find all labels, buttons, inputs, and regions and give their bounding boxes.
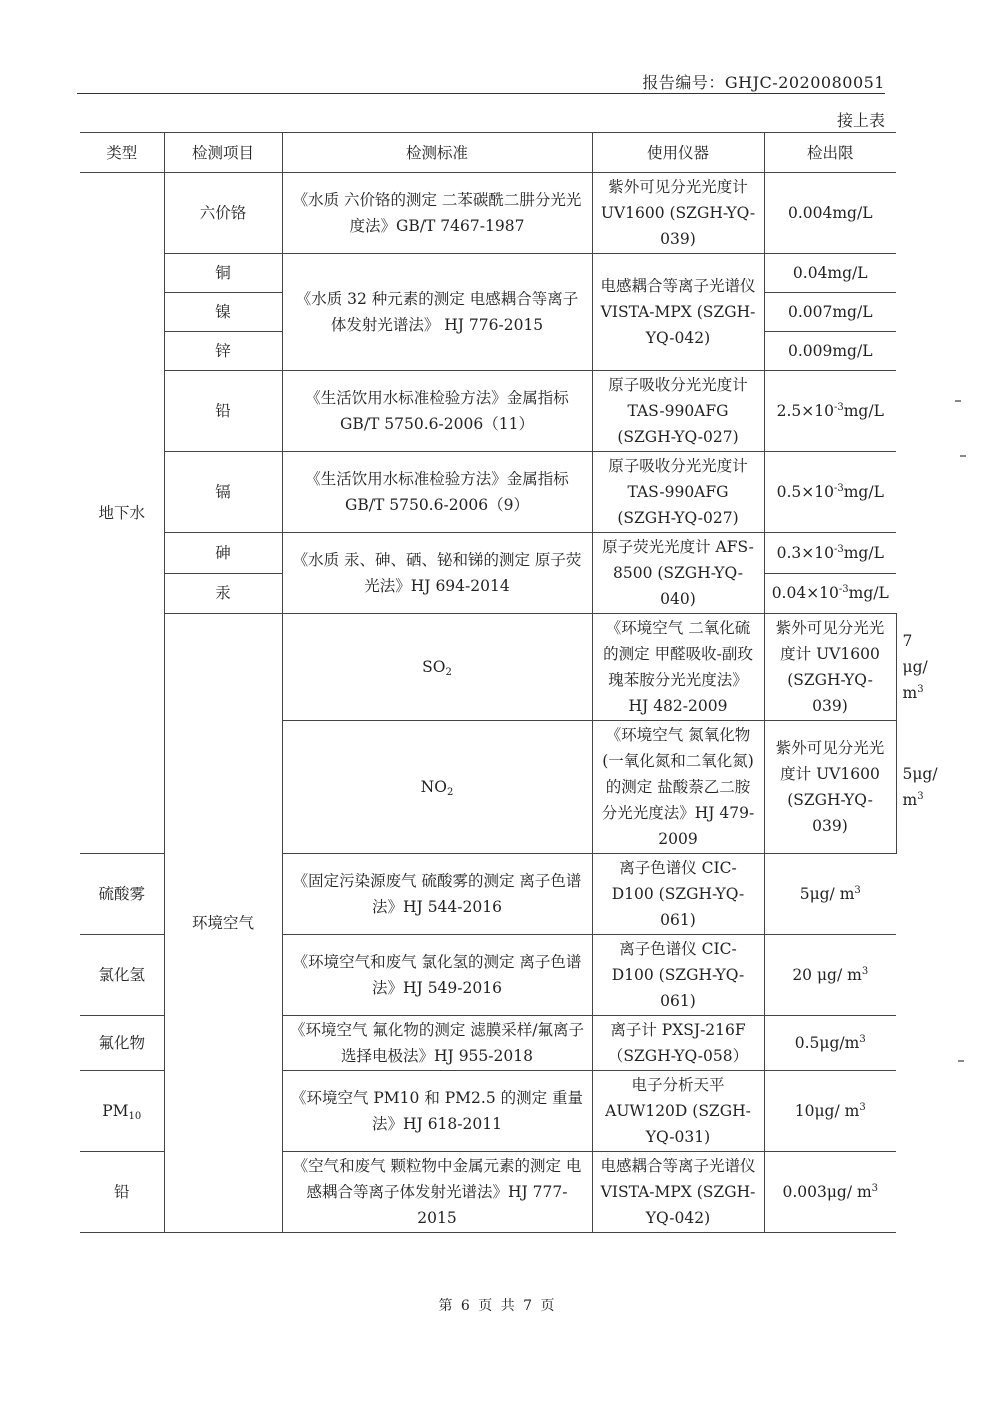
continued-label: 接上表 xyxy=(836,111,885,130)
page-number: 第 6 页 共 7 页 xyxy=(438,1298,555,1314)
standard-cell: 《环境空气 氟化物的测定 滤膜采样/氟离子选择电极法》HJ 955-2018 xyxy=(282,1016,592,1071)
limit-cell: $2.5\times 10^{-3}mg/L$ xyxy=(764,371,896,452)
instrument-cell: 紫外可见分光光度计 UV1600 (SZGH-YQ-039) xyxy=(764,614,896,721)
limit-cell: 0.009mg/L xyxy=(764,332,896,371)
instrument-cell: 原子吸收分光光度计 TAS-990AFG (SZGH-YQ-027) xyxy=(592,452,764,533)
instrument-cell: 电感耦合等离子光谱仪 VISTA-MPX (SZGH-YQ-042) xyxy=(592,254,764,371)
item-cell: 硫酸雾 xyxy=(80,854,164,935)
scan-mark xyxy=(955,400,961,402)
instrument-cell: 紫外可见分光光度计 UV1600 (SZGH-YQ-039) xyxy=(592,173,764,254)
item-cell: 氯化氢 xyxy=(80,935,164,1016)
limit-cell: 5μg/ $m^3$ xyxy=(764,854,896,935)
table-row xyxy=(80,254,896,293)
table-row xyxy=(80,173,896,254)
standard-cell: 《环境空气和废气 氯化氢的测定 离子色谱法》HJ 549-2016 xyxy=(282,935,592,1016)
table-row xyxy=(80,533,896,574)
table-row: $NO_2$ 《环境空气 氮氧化物(一氧化氮和二氧化氮)的测定 盐酸萘乙二胺分光光度法》HJ 479-2009 紫外可见分光光度计 UV1600 (SZGH-YQ-039) 5μg/ $m^3$ xyxy=(80,721,896,854)
limit-cell: 10μg/ $m^3$ xyxy=(764,1071,896,1152)
standard-cell: 《环境空气 氮氧化物(一氧化氮和二氧化氮)的测定 盐酸萘乙二胺分光光度法》HJ 479-2009 xyxy=(592,721,764,854)
report-number: 报告编号：GHJC-2020080051 xyxy=(642,73,885,92)
table-row xyxy=(80,371,896,452)
instrument-cell: 电子分析天平 AUW120D (SZGH-YQ-031) xyxy=(592,1071,764,1152)
item-cell: 镉 xyxy=(164,452,282,533)
standard-cell: 《生活饮用水标准检验方法》金属指标 GB/T 5750.6-2006（11） xyxy=(282,371,592,452)
item-cell: 铅 xyxy=(164,371,282,452)
item-cell: 砷 xyxy=(164,533,282,574)
col-header-item: 检测项目 xyxy=(164,133,282,173)
standard-cell: 《水质 32 种元素的测定 电感耦合等离子体发射光谱法》 HJ 776-2015 xyxy=(282,254,592,371)
limit-cell: $0.5\times 10^{-3}mg/L$ xyxy=(764,452,896,533)
limit-cell: 0.007mg/L xyxy=(764,293,896,332)
limit-cell: $0.5\mu g/m^3$ xyxy=(764,1016,896,1071)
table-row: 环境空气 $SO_2$ 《环境空气 二氧化硫的测定 甲醛吸收-副玫瑰苯胺分光光度法》HJ 482-2009 紫外可见分光光度计 UV1600 (SZGH-YQ-039) 7 μg/ $m^3$ xyxy=(80,614,896,721)
instrument-cell: 原子荧光光度计 AFS-8500 (SZGH-YQ-040) xyxy=(592,533,764,614)
standard-cell: 《环境空气 二氧化硫的测定 甲醛吸收-副玫瑰苯胺分光光度法》HJ 482-2009 xyxy=(592,614,764,721)
item-cell: $PM_{10}$ xyxy=(80,1071,164,1152)
limit-cell: 20 μg/ $m^3$ xyxy=(764,935,896,1016)
standard-cell: 《水质 汞、砷、硒、铋和锑的测定 原子荧光法》HJ 694-2014 xyxy=(282,533,592,614)
limit-cell: 0.004mg/L xyxy=(764,173,896,254)
type-cell-air: 环境空气 xyxy=(164,614,282,1233)
item-cell: 六价铬 xyxy=(164,173,282,254)
item-cell: 铜 xyxy=(164,254,282,293)
limit-cell: 0.003μg/ $m^3$ xyxy=(764,1152,896,1233)
table-header-row xyxy=(80,133,896,173)
standard-cell: 《环境空气 PM10 和 PM2.5 的测定 重量法》HJ 618-2011 xyxy=(282,1071,592,1152)
limit-cell: 0.04mg/L xyxy=(764,254,896,293)
item-cell: 镍 xyxy=(164,293,282,332)
col-header-type: 类型 xyxy=(80,133,164,173)
item-cell: $SO_2$ xyxy=(282,614,592,721)
item-cell: $NO_2$ xyxy=(282,721,592,854)
instrument-cell: 离子计 PXSJ-216F（SZGH-YQ-058） xyxy=(592,1016,764,1071)
limit-cell: $0.04\times 10^{-3}mg/L$ xyxy=(764,573,896,614)
col-header-limit: 检出限 xyxy=(764,133,896,173)
instrument-cell: 紫外可见分光光度计 UV1600 (SZGH-YQ-039) xyxy=(764,721,896,854)
item-cell: 汞 xyxy=(164,573,282,614)
limit-cell: $0.3\times 10^{-3}mg/L$ xyxy=(764,533,896,574)
standard-cell: 《水质 六价铬的测定 二苯碳酰二肼分光光度法》GB/T 7467-1987 xyxy=(282,173,592,254)
standard-cell: 《空气和废气 颗粒物中金属元素的测定 电感耦合等离子体发射光谱法》HJ 777-2015 xyxy=(282,1152,592,1233)
standard-cell: 《固定污染源废气 硫酸雾的测定 离子色谱法》HJ 544-2016 xyxy=(282,854,592,935)
item-cell: 锌 xyxy=(164,332,282,371)
scan-mark xyxy=(958,1060,964,1062)
instrument-cell: 离子色谱仪 CIC-D100 (SZGH-YQ-061) xyxy=(592,935,764,1016)
col-header-instrument: 使用仪器 xyxy=(592,133,764,173)
scan-mark xyxy=(960,455,966,457)
instrument-cell: 电感耦合等离子光谱仪 VISTA-MPX (SZGH-YQ-042) xyxy=(592,1152,764,1233)
standard-cell: 《生活饮用水标准检验方法》金属指标 GB/T 5750.6-2006（9） xyxy=(282,452,592,533)
instrument-cell: 离子色谱仪 CIC-D100 (SZGH-YQ-061) xyxy=(592,854,764,935)
table-row xyxy=(80,452,896,533)
col-header-standard: 检测标准 xyxy=(282,133,592,173)
header-rule xyxy=(77,93,885,94)
instrument-cell: 原子吸收分光光度计 TAS-990AFG (SZGH-YQ-027) xyxy=(592,371,764,452)
type-cell-groundwater: 地下水 xyxy=(80,173,164,854)
test-methods-table xyxy=(80,132,938,1233)
item-cell: 铅 xyxy=(80,1152,164,1233)
item-cell: 氟化物 xyxy=(80,1016,164,1071)
